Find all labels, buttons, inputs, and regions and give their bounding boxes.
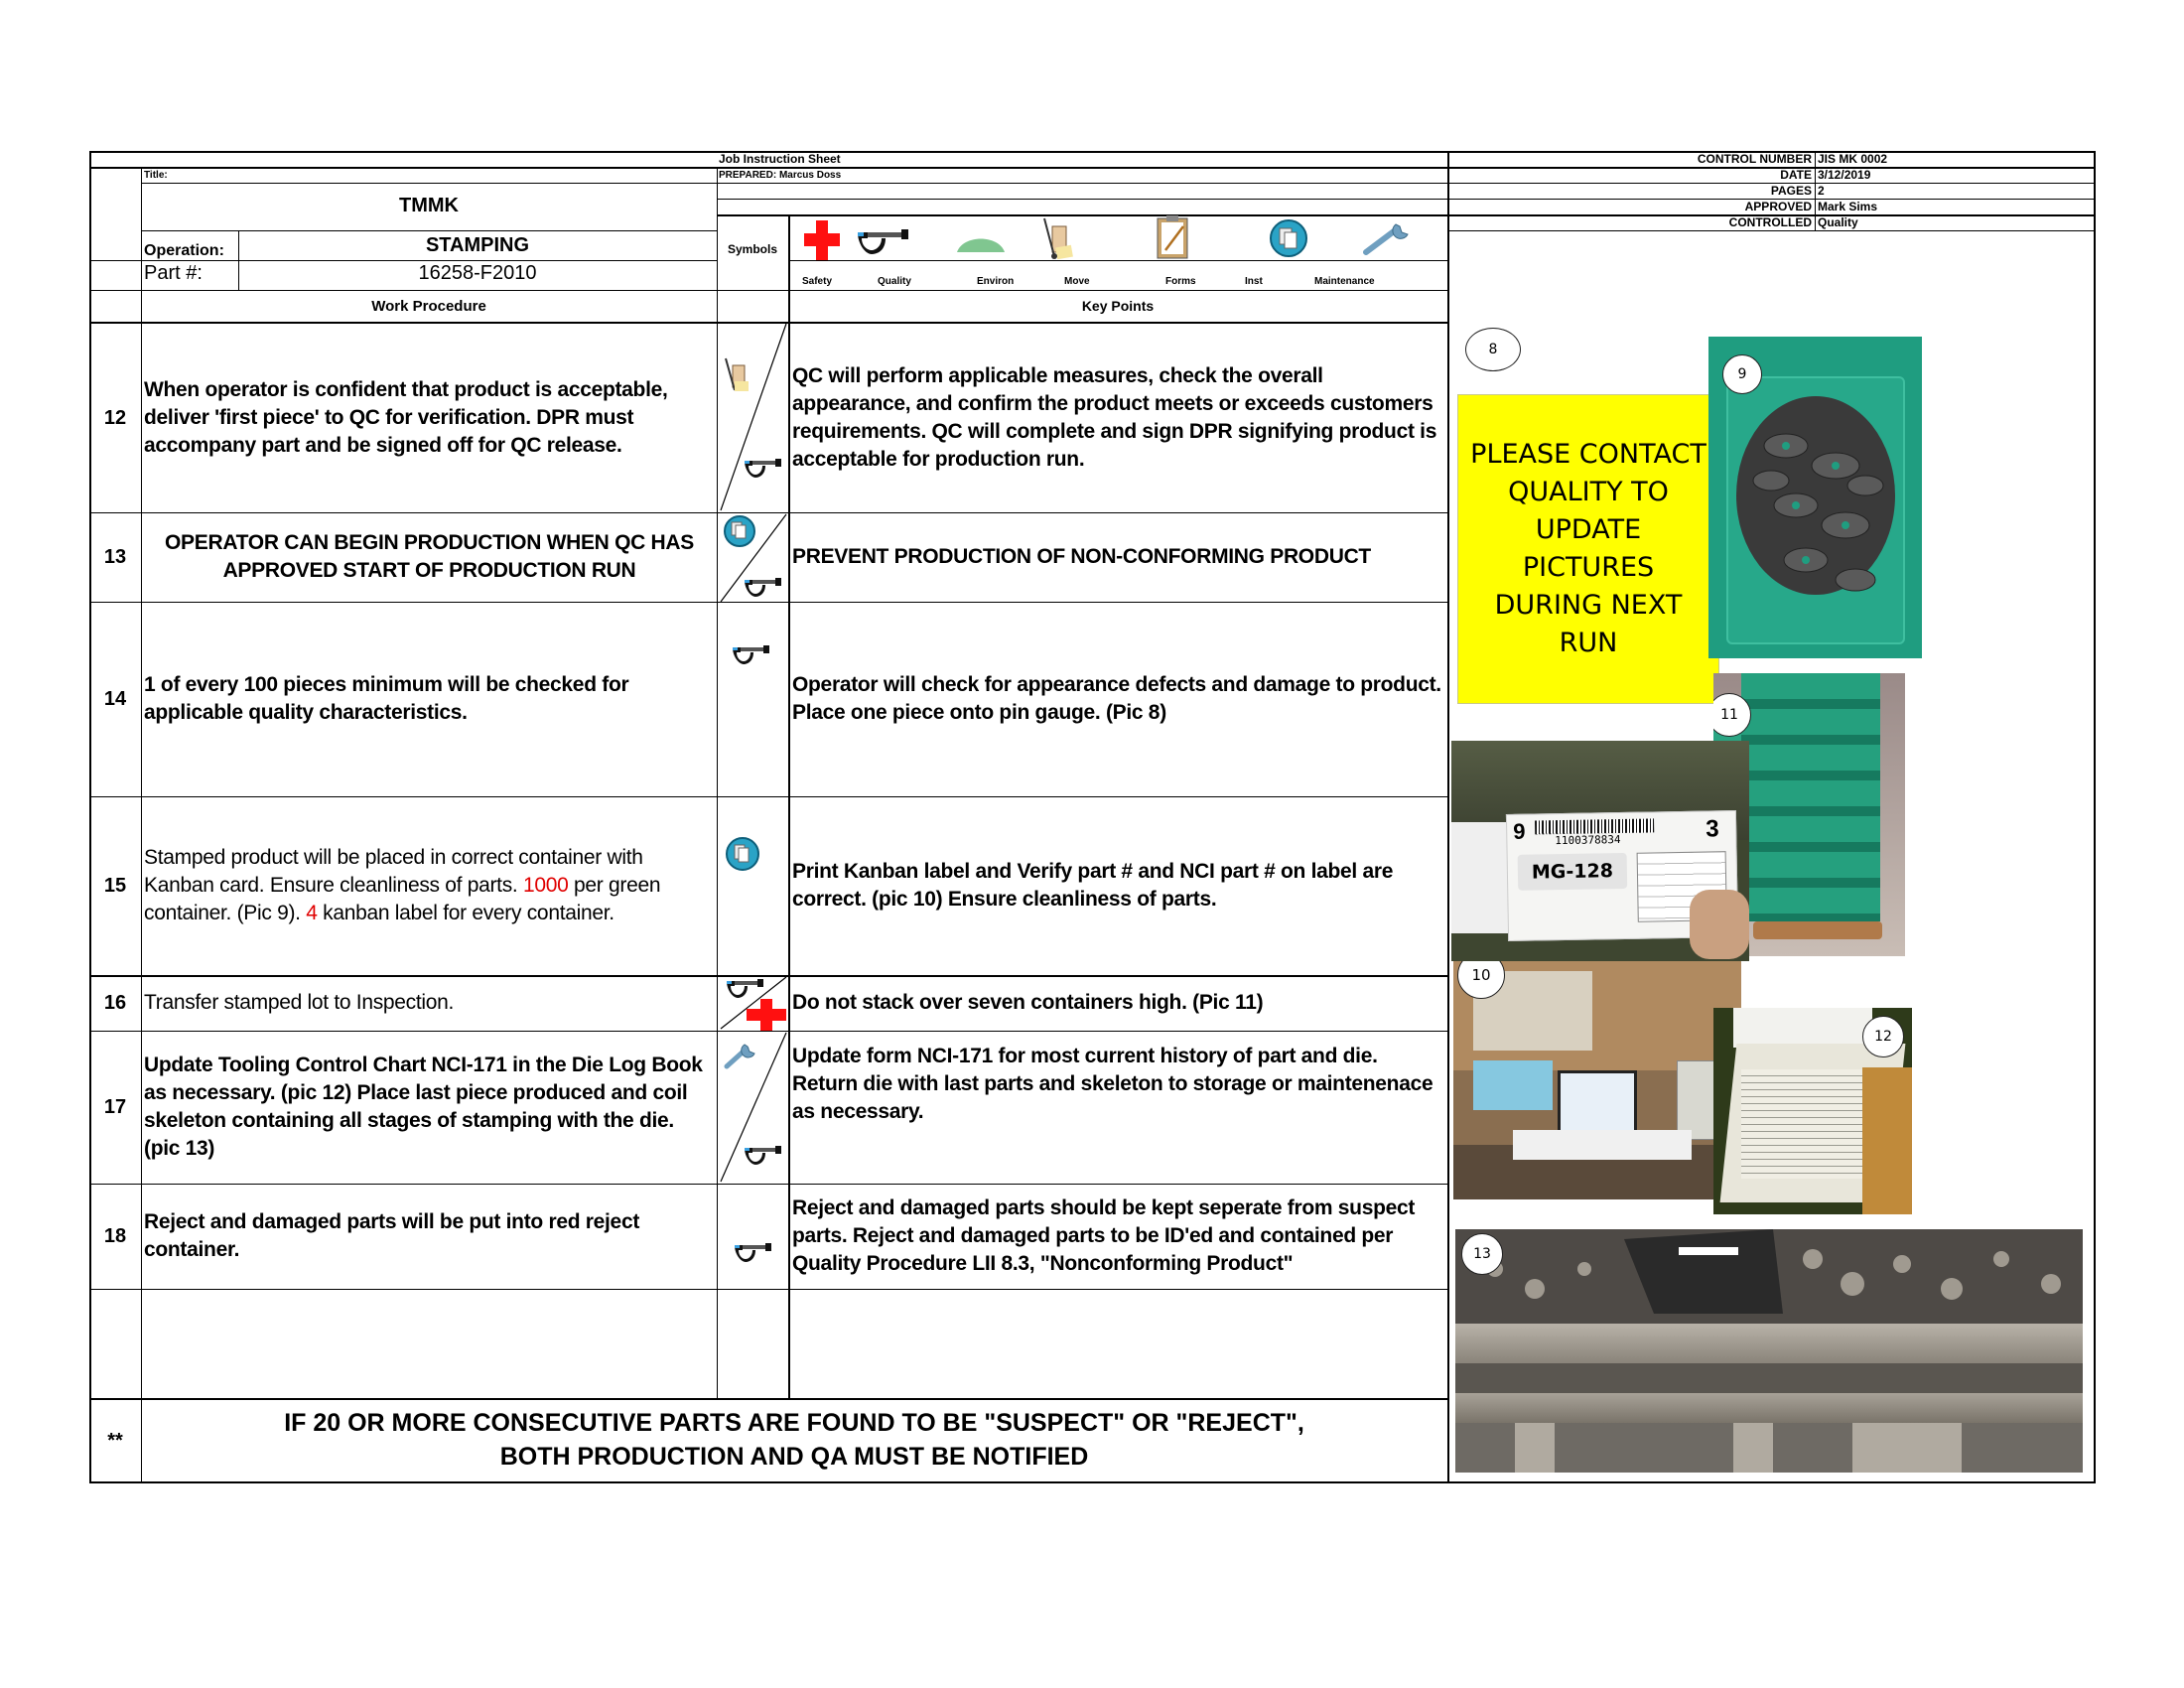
photo-kanban-label [1451, 741, 1749, 961]
step-procedure: Transfer stamped lot to Inspection. [144, 991, 455, 1014]
step-key-point: Reject and damaged parts should be kept seperate from suspect parts. Reject and damaged parts to be ID'ed and contained per Quality Procedure LII 8.3, "Nonconforming Product" [792, 1196, 1416, 1275]
symbols-label: Symbols [727, 242, 777, 256]
work-procedure-header: Work Procedure [371, 298, 486, 315]
micrometer-icon [733, 1241, 772, 1265]
date-value: 3/12/2019 [1818, 168, 1871, 182]
step-number: 17 [103, 1095, 127, 1118]
notice-line: PLEASE CONTACT [1470, 439, 1706, 470]
step-key-point: Operator will check for appearance defects and damage to product. Place one piece onto pin gauge. (Pic 8) [792, 673, 1441, 724]
photo-gaskets-container [1708, 337, 1922, 658]
legend-label-inst: Inst [1245, 276, 1263, 287]
kanban-part-label: MG-128 [1518, 853, 1628, 891]
micrometer-icon [743, 576, 782, 600]
picture-badge-9: 9 [1722, 354, 1762, 394]
step-key-point: Do not stack over seven containers high. (Pic 11) [792, 991, 1264, 1014]
legend-label-quality: Quality [878, 276, 911, 287]
procedure-text: Stamped product will be placed in correct container with Kanban card. Ensure cleanliness of parts. [144, 846, 643, 897]
legend-label-environ: Environ [977, 276, 1015, 287]
step-number: 15 [103, 874, 127, 897]
legend-label-forms: Forms [1165, 276, 1196, 287]
notice-line: DURING NEXT [1494, 590, 1683, 621]
micrometer-icon [731, 643, 770, 667]
procedure-text: kanban label for every container. [317, 902, 614, 924]
skeleton-strip [1455, 1229, 2083, 1324]
operation-value: STAMPING [425, 234, 530, 256]
notice-line: UPDATE [1535, 514, 1642, 545]
container-quantity: 1000 [522, 874, 569, 897]
step-procedure [144, 796, 715, 975]
footer-marker: ** [107, 1429, 123, 1452]
title-label: Title: [144, 170, 168, 181]
title-value: TMMK [399, 195, 459, 216]
wrench-icon [723, 1041, 756, 1070]
photo-die-log-book [1713, 1008, 1912, 1214]
part-label: Part #: [144, 262, 203, 284]
step-procedure: Update Tooling Control Chart NCI-171 in the Die Log Book as necessary. (pic 12) Place last piece produced and coil skeleton containing all stages of stamping with the die. (pic 13) [144, 1054, 703, 1160]
part-value: 16258-F2010 [418, 262, 537, 284]
step-key-point: QC will perform applicable measures, check the overall appearance, and confirm the product meets or exceeds customers requirements. QC will complete and sign DPR signifying product is acceptable for production run. [792, 364, 1437, 471]
picture-badge-8: 8 [1465, 328, 1521, 371]
step-number: 13 [103, 545, 127, 568]
control-number-label: CONTROL NUMBER [1697, 152, 1812, 166]
picture-badge-10: 10 [1457, 961, 1505, 999]
legend-label-maintenance: Maintenance [1314, 276, 1375, 287]
step-key-point [792, 1043, 1443, 1126]
documents-icon [725, 836, 760, 872]
footer-line: IF 20 OR MORE CONSECUTIVE PARTS ARE FOUND TO BE "SUSPECT" OR "REJECT", [284, 1409, 1304, 1437]
label-count: 4 [306, 902, 318, 924]
key-points-header: Key Points [1081, 298, 1155, 314]
wrench-icon [1362, 220, 1414, 256]
step-procedure: 1 of every 100 pieces minimum will be checked for applicable quality characteristics. [144, 673, 629, 724]
step-procedure: OPERATOR CAN BEGIN PRODUCTION WHEN QC HAS APPROVED START OF PRODUCTION RUN [165, 531, 694, 582]
step-procedure: When operator is confident that product is acceptable, deliver 'first piece' to QC for verification. DPR must accompany part and be signed off for QC release. [144, 378, 668, 457]
red-cross-icon [747, 999, 786, 1031]
kanban-left-digit: 9 [1512, 818, 1526, 844]
step-procedure: Reject and damaged parts will be put into red reject container. [144, 1210, 640, 1261]
hand-truck-icon [723, 357, 751, 393]
micrometer-icon [856, 226, 909, 256]
documents-icon [723, 514, 756, 548]
key-point-line: Return die with last parts and skeleton to storage or maintenenace as necessary. [792, 1072, 1433, 1123]
symbol-legend [788, 214, 1447, 290]
barcode-number: 1100378834 [1555, 833, 1621, 848]
controlled-label: CONTROLLED [1728, 215, 1812, 229]
clipboard-icon [1156, 214, 1189, 260]
step-number: 18 [103, 1224, 127, 1247]
red-cross-icon [804, 220, 840, 260]
leaf-icon [955, 228, 1007, 256]
update-pictures-notice [1457, 394, 1719, 704]
operation-label: Operation: [144, 242, 224, 259]
step-number: 14 [103, 687, 127, 710]
pages-label: PAGES [1770, 184, 1812, 198]
sheet-title: Job Instruction Sheet [719, 152, 841, 166]
control-number-value: JIS MK 0002 [1818, 152, 1888, 166]
micrometer-icon [743, 457, 782, 481]
notice-line: RUN [1559, 628, 1618, 658]
controlled-value: Quality [1818, 215, 1858, 229]
photo-die-skeleton [1455, 1229, 2083, 1473]
barcode [1535, 818, 1654, 834]
kanban-right-digit: 3 [1705, 815, 1719, 843]
picture-badge-11: 11 [1713, 693, 1751, 737]
date-label: DATE [1780, 168, 1812, 182]
prepared-field [719, 168, 841, 183]
pages-value: 2 [1818, 184, 1825, 198]
approved-value: Mark Sims [1818, 200, 1878, 213]
prepared-label: PREPARED: [719, 170, 777, 181]
legend-label-move: Move [1064, 276, 1090, 287]
hand-truck-icon [1040, 216, 1074, 260]
photo-workstation [1453, 961, 1741, 1199]
micrometer-icon [743, 1144, 782, 1168]
key-point-line: Update form NCI-171 for most current history of part and die. [792, 1045, 1378, 1067]
gaskets-pile [1726, 386, 1905, 615]
notice-line: QUALITY TO [1508, 477, 1669, 507]
procedure-text: per green container. (Pic 9). [144, 874, 661, 924]
step-number: 12 [103, 406, 127, 429]
footer-notice [141, 1406, 1447, 1474]
control-block [1447, 151, 2095, 230]
notice-line: PICTURES [1522, 552, 1655, 583]
step-number: 16 [103, 991, 127, 1014]
documents-icon [1269, 218, 1308, 258]
micrometer-icon [725, 977, 764, 1001]
picture-badge-12: 12 [1862, 1016, 1904, 1057]
legend-label-safety: Safety [802, 276, 833, 287]
footer-line: BOTH PRODUCTION AND QA MUST BE NOTIFIED [499, 1443, 1089, 1471]
picture-badge-13: 13 [1461, 1233, 1503, 1275]
step-key-point: PREVENT PRODUCTION OF NON-CONFORMING PRODUCT [792, 545, 1371, 568]
prepared-by: Marcus Doss [778, 170, 842, 181]
step-key-point: Print Kanban label and Verify part # and NCI part # on label are correct. (pic 10) Ensure cleanliness of parts. [792, 860, 1394, 911]
approved-label: APPROVED [1744, 200, 1812, 213]
